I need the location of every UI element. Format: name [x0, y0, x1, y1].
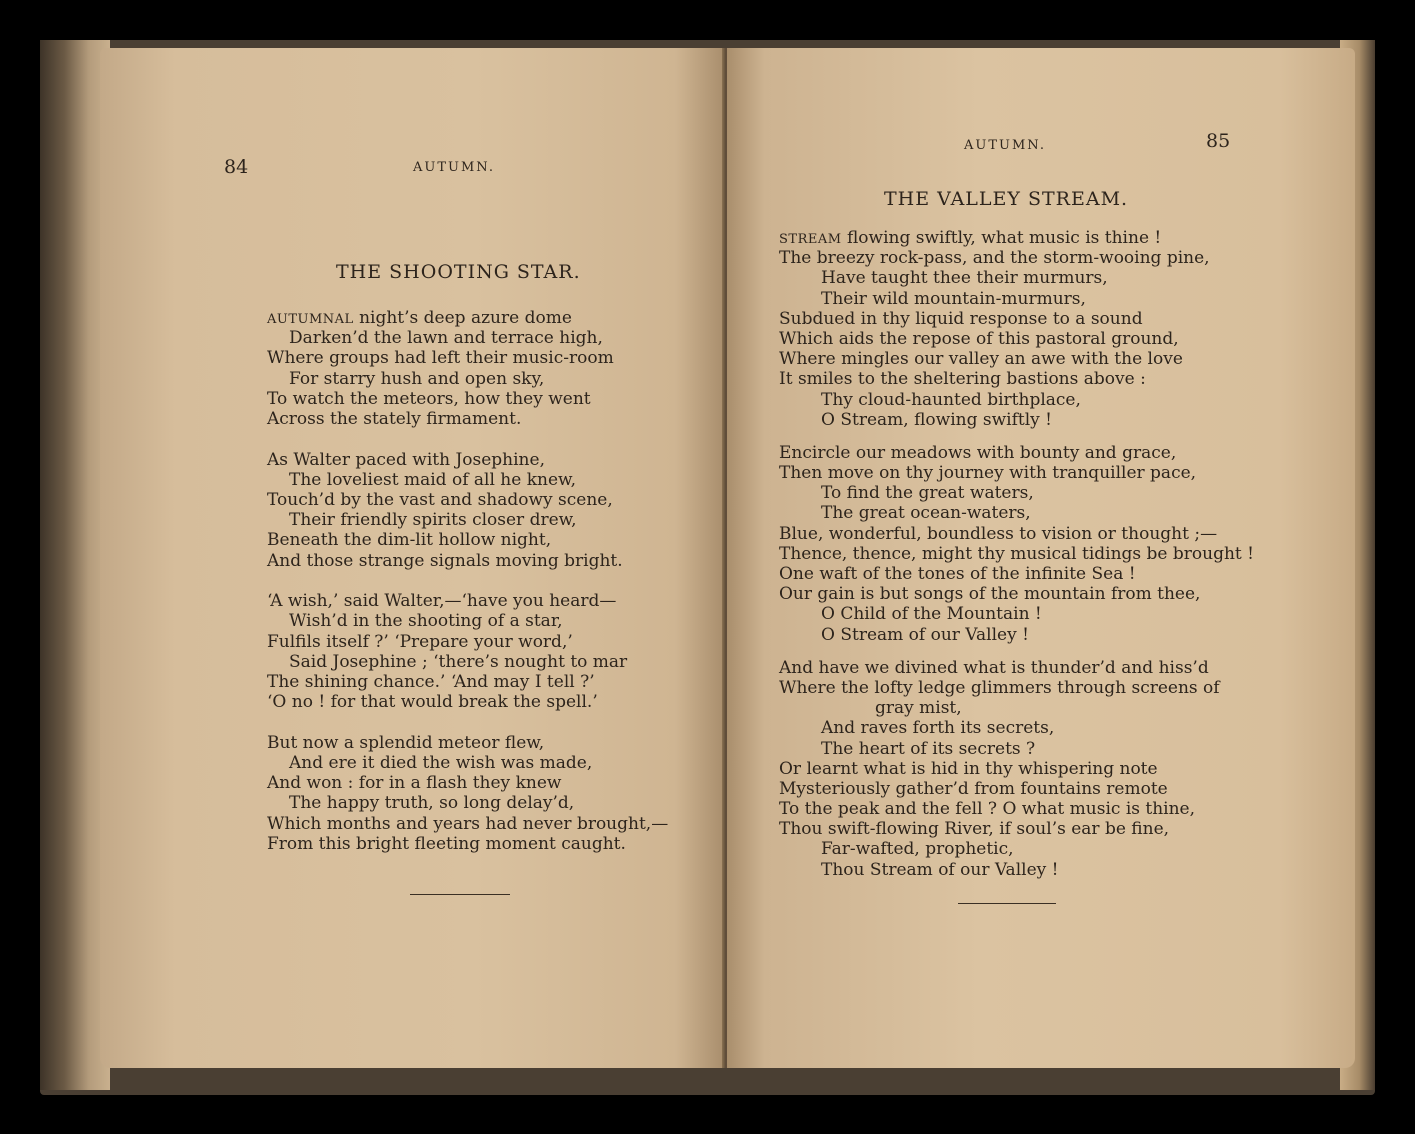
poem-line: ‘A wish,’ said Walter,—‘have you heard— — [267, 591, 617, 612]
poem-line: Said Josephine ; ‘there’s nought to mar — [289, 651, 628, 672]
poem-line: Encircle our meadows with bounty and grace, — [779, 442, 1177, 463]
end-rule — [958, 903, 1056, 904]
stanza-break — [779, 645, 1254, 658]
poem-line: From this bright fleeting moment caught. — [267, 833, 626, 854]
poem-line: Thence, thence, might thy musical tidings be brought ! — [779, 543, 1254, 564]
poem-line: Darken’d the lawn and terrace high, — [289, 328, 603, 349]
page-number: 85 — [1206, 130, 1231, 152]
stanza-break — [779, 430, 1254, 443]
poem-line: It smiles to the sheltering bastions above : — [779, 369, 1146, 390]
poem-line: Far-wafted, prophetic, — [821, 839, 1014, 860]
poem-line: O Stream of our Valley ! — [821, 624, 1029, 645]
poem-line: O Stream, flowing swiftly ! — [821, 409, 1052, 430]
poem-line: Where mingles our valley an awe with the love — [779, 349, 1183, 370]
poem-line: Which months and years had never brought,— — [267, 813, 669, 834]
running-head: AUTUMN. — [964, 138, 1046, 153]
poem-line: Blue, wonderful, boundless to vision or thought ;— — [779, 523, 1218, 544]
poem-line: Beneath the dim-lit hollow night, — [267, 530, 552, 551]
poem-line: Which aids the repose of this pastoral ground, — [779, 328, 1179, 349]
poem-line: And ere it died the wish was made, — [289, 753, 593, 774]
stanza-break — [267, 429, 668, 450]
left-page — [100, 48, 725, 1068]
poem-line: Thou swift-flowing River, if soul’s ear be fine, — [779, 819, 1170, 840]
poem-line: Have taught thee their murmurs, — [821, 268, 1108, 289]
small-caps-opening: STREAM — [779, 232, 842, 247]
poem-line: Fulfils itself ?’ ‘Prepare your word,’ — [267, 631, 573, 652]
poem-line: Their friendly spirits closer drew, — [289, 510, 577, 531]
end-rule — [410, 894, 510, 895]
poem-title: THE SHOOTING STAR. — [336, 261, 581, 283]
small-caps-opening: AUTUMNAL — [267, 312, 354, 327]
poem-line: The great ocean-waters, — [821, 503, 1031, 524]
poem-line: Thou Stream of our Valley ! — [821, 859, 1059, 880]
poem-line: As Walter paced with Josephine, — [267, 449, 545, 470]
poem-line: The happy truth, so long delay’d, — [289, 793, 575, 814]
poem-line: gray mist, — [875, 698, 962, 719]
poem-line: To find the great waters, — [821, 483, 1034, 504]
poem-line: AUTUMNAL night’s deep azure dome — [267, 308, 572, 328]
poem-body — [779, 228, 1254, 880]
poem-line: But now a splendid meteor flew, — [267, 732, 545, 753]
poem-line: Thy cloud-haunted birthplace, — [821, 389, 1081, 410]
poem-line: Where the lofty ledge glimmers through screens of — [779, 677, 1220, 698]
poem-line: Our gain is but songs of the mountain from thee, — [779, 584, 1201, 605]
poem-line: The shining chance.’ ‘And may I tell ?’ — [267, 672, 595, 692]
poem-line: Or learnt what is hid in thy whispering note — [779, 758, 1158, 779]
poem-line: To watch the meteors, how they went — [267, 388, 591, 409]
poem-line: Their wild mountain-murmurs, — [821, 288, 1086, 309]
poem-line: Mysteriously gather’d from fountains remote — [779, 778, 1168, 799]
poem-line: Across the stately firmament. — [267, 408, 522, 429]
page-number: 84 — [224, 156, 249, 178]
poem-title: THE VALLEY STREAM. — [884, 188, 1129, 210]
poem-line: Subdued in thy liquid response to a sound — [779, 308, 1143, 329]
poem-line: And won : for in a flash they knew — [267, 773, 562, 794]
poem-line: ‘O no ! for that would break the spell.’ — [267, 692, 598, 713]
poem-line: Where groups had left their music-room — [267, 348, 614, 369]
poem-line: And raves forth its secrets, — [821, 718, 1055, 739]
poem-line: Wish’d in the shooting of a star, — [289, 611, 563, 632]
running-head: AUTUMN. — [413, 160, 495, 175]
poem-line: Touch’d by the vast and shadowy scene, — [267, 490, 613, 510]
poem-body — [267, 308, 668, 854]
poem-line: The heart of its secrets ? — [821, 738, 1036, 759]
poem-line: O Child of the Mountain ! — [821, 604, 1042, 625]
poem-line: One waft of the tones of the infinite Sea ! — [779, 564, 1136, 584]
poem-line: And those strange signals moving bright. — [267, 550, 623, 571]
poem-line: And have we divined what is thunder’d and hiss’d — [779, 657, 1209, 678]
stanza-break — [267, 712, 668, 733]
poem-line: To the peak and the fell ? O what music is thine, — [779, 799, 1196, 820]
stanza-break — [267, 571, 668, 592]
poem-line: For starry hush and open sky, — [289, 368, 545, 389]
poem-line: The loveliest maid of all he knew, — [289, 469, 576, 490]
right-page — [727, 48, 1355, 1068]
poem-line: Then move on thy journey with tranquiller pace, — [779, 463, 1197, 484]
poem-line: The breezy rock-pass, and the storm-wooing pine, — [779, 248, 1210, 269]
poem-line: STREAM flowing swiftly, what music is thine ! — [779, 228, 1162, 248]
